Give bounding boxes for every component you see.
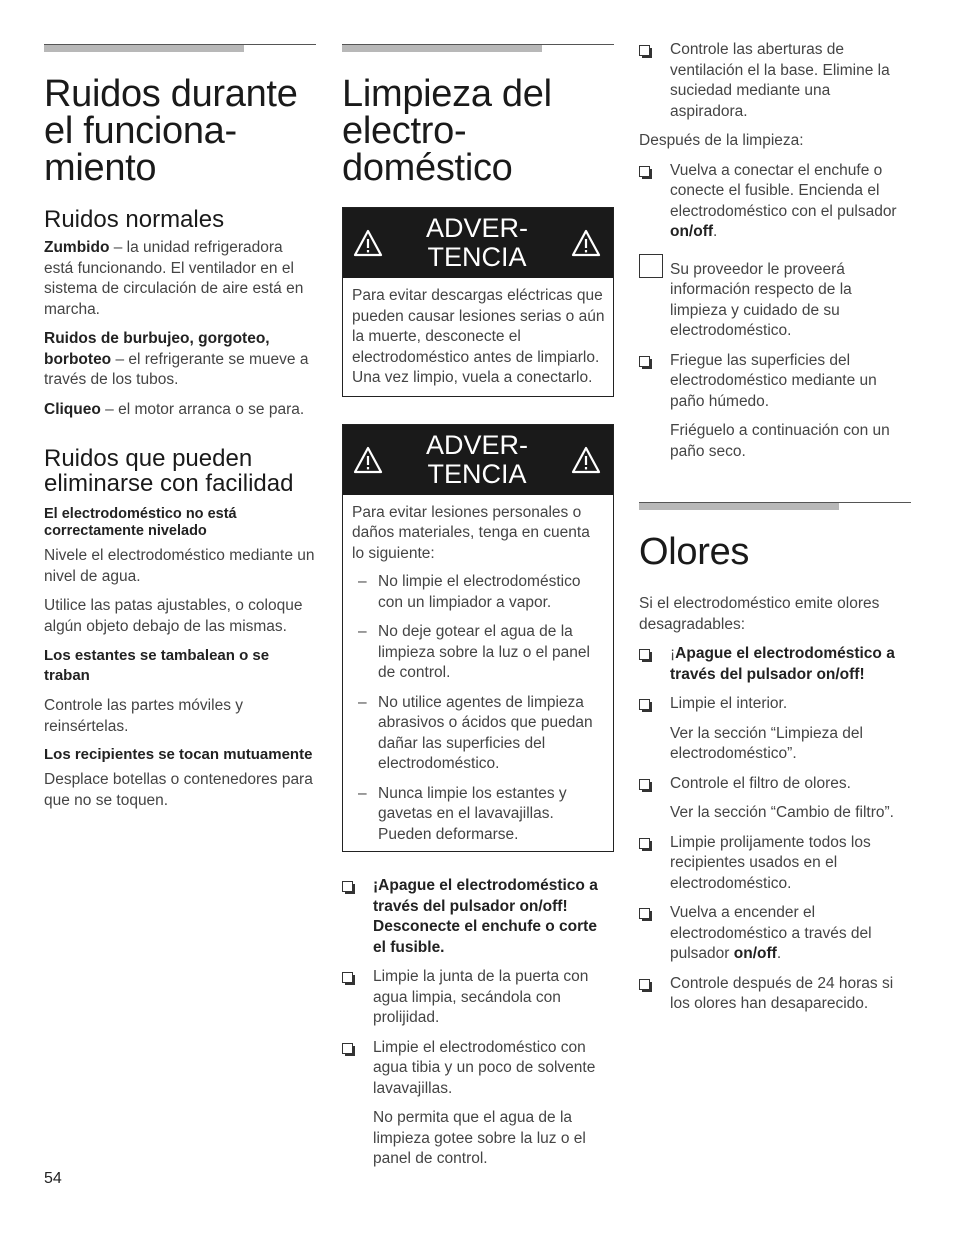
checklist-item: Controle después de 24 horas si los olores han desaparecido.	[639, 974, 911, 1015]
checkbox-icon	[639, 838, 650, 849]
olores-intro: Si el electrodoméstico emite olores desagradables:	[639, 595, 880, 633]
checklist-note: No permita que el agua de la limpieza gotee sobre la luz o el panel de control.	[373, 1109, 586, 1167]
recipientes-p1: Desplace botellas o contenedores para que no se toquen.	[44, 771, 313, 809]
column-ruidos	[44, 44, 316, 820]
section-rule	[342, 44, 614, 52]
checkbox-icon	[342, 972, 353, 983]
warning-list-item: – No utilice agentes de limpieza abrasivos o ácidos que puedan dañar las superficies del electrodoméstico.	[352, 693, 605, 775]
checklist-item: Controle las aberturas de ventilación el la base. Elimine la suciedad mediante una aspiradora.	[639, 40, 911, 122]
ruidos-normales-heading: Ruidos normales	[44, 206, 225, 233]
checklist-item: Limpie prolijamente todos los recipientes usados en el electrodoméstico.	[639, 833, 911, 895]
section-rule	[44, 44, 316, 52]
checklist-item: Vuelva a conectar el enchufe o conecte el fusible. Encienda el electrodoméstico con el pulsador on/off.	[639, 161, 911, 243]
checkbox-icon	[639, 45, 650, 56]
column-limpieza	[342, 44, 614, 1179]
checklist-item: Limpie el interior.	[639, 694, 911, 715]
nivelado-p2: Utilice las patas ajustables, o coloque algún objeto debajo de las mismas.	[44, 597, 303, 635]
checkbox-icon	[639, 649, 650, 660]
warning-box-1	[342, 207, 614, 397]
warning-header-1	[343, 208, 613, 278]
checkbox-icon	[342, 881, 353, 892]
checklist-item: ¡Apague el electrodoméstico a través del pulsador on/off!	[639, 644, 911, 685]
warning-body-1	[343, 278, 613, 396]
warning-body-2	[343, 495, 613, 852]
checklist-item: Vuelva a encender el electrodoméstico a través del pulsador on/off.	[639, 903, 911, 965]
checkbox-icon	[639, 166, 650, 177]
zumbido-paragraph: Zumbido – la unidad refrigeradora está funcionando. El ventilador en el sistema de circulación de aire está en marcha.	[44, 239, 304, 318]
nivelado-p1: Nivele el electrodoméstico mediante un nivel de agua.	[44, 547, 315, 585]
section-rule	[639, 502, 911, 510]
warning-title-1: ADVER- TENCIA	[425, 213, 528, 272]
warning-intro-2: Para evitar lesiones personales o daños materiales, tenga en cuenta lo siguiente:	[352, 503, 590, 562]
warning-triangle-icon	[571, 228, 601, 258]
warning-triangle-icon	[571, 445, 601, 475]
nivelado-subheading: El electrodoméstico no está correctamente nivelado	[44, 506, 237, 539]
checklist-item: Limpie la junta de la puerta con agua limpia, secándola con prolijidad.	[342, 967, 614, 1029]
warning-list-item: – Nunca limpie los estantes y gavetas en el lavavajillas. Pueden deformarse.	[352, 784, 605, 846]
checkbox-icon	[639, 979, 650, 990]
estantes-subheading: Los estantes se tambalean o se traban	[44, 647, 270, 684]
warning-header-2	[343, 425, 613, 495]
warning-box-2	[342, 424, 614, 853]
warning-list-item: – No deje gotear el agua de la limpieza sobre la luz o el panel de control.	[352, 622, 605, 684]
warning-text-1: Para evitar descargas eléctricas que pueden causar lesiones serias o aún la muerte, desconecte el electrodoméstico antes de limpiarlo. Una vez limpio, vuela a conectarlo.	[352, 287, 605, 386]
olores-title: Olores	[639, 531, 750, 573]
cliqueo-paragraph: Cliqueo – el motor arranca o se para.	[44, 400, 305, 418]
checkbox-icon	[639, 908, 650, 919]
limpieza-title: Limpieza del electro- doméstico	[342, 73, 552, 189]
checklist-item: ¡Apague el electrodoméstico a través del pulsador on/off! Desconecte el enchufe o corte el fusible.	[342, 876, 614, 958]
warning-triangle-icon	[353, 445, 383, 475]
info-note: Su proveedor le proveerá información respecto de la limpieza y cuidado de su electrodoméstico.	[639, 260, 911, 342]
ruidos-eliminar-heading: Ruidos que pueden eliminarse con facilidad	[44, 445, 294, 497]
ruidos-title: Ruidos durante el funciona- miento	[44, 73, 298, 189]
checkbox-icon	[639, 356, 650, 367]
warning-list-item: – No limpie el electrodoméstico con un limpiador a vapor.	[352, 572, 605, 613]
info-box-icon	[639, 254, 663, 278]
recipientes-subheading: Los recipientes se tocan mutuamente	[44, 746, 313, 763]
checkbox-icon	[639, 699, 650, 710]
estantes-p1: Controle las partes móviles y reinsértelas.	[44, 697, 243, 735]
burbujeo-paragraph: Ruidos de burbujeo, gorgoteo, borboteo – el refrigerante se mueve a través de los tubos.	[44, 330, 309, 388]
warning-title-2: ADVER- TENCIA	[425, 429, 528, 489]
page-number: 54	[44, 1170, 62, 1187]
checklist-note: Ver la sección “Limpieza del electrodoméstico”.	[670, 724, 863, 762]
after-cleaning-label: Después de la limpieza:	[639, 132, 804, 149]
checkbox-icon	[342, 1043, 353, 1054]
checklist-note: Ver la sección “Cambio de filtro”.	[670, 804, 894, 821]
checklist-item: Controle el filtro de olores.	[639, 774, 911, 795]
checkbox-icon	[639, 779, 650, 790]
warning-triangle-icon	[353, 228, 383, 258]
checklist-note: Friéguelo a continuación con un paño seco.	[670, 422, 890, 460]
column-olores	[639, 40, 911, 1024]
checklist-item: Friegue las superficies del electrodoméstico mediante un paño húmedo.	[639, 351, 911, 413]
checklist-item: Limpie el electrodoméstico con agua tibia y un poco de solvente lavavajillas.	[342, 1038, 614, 1100]
